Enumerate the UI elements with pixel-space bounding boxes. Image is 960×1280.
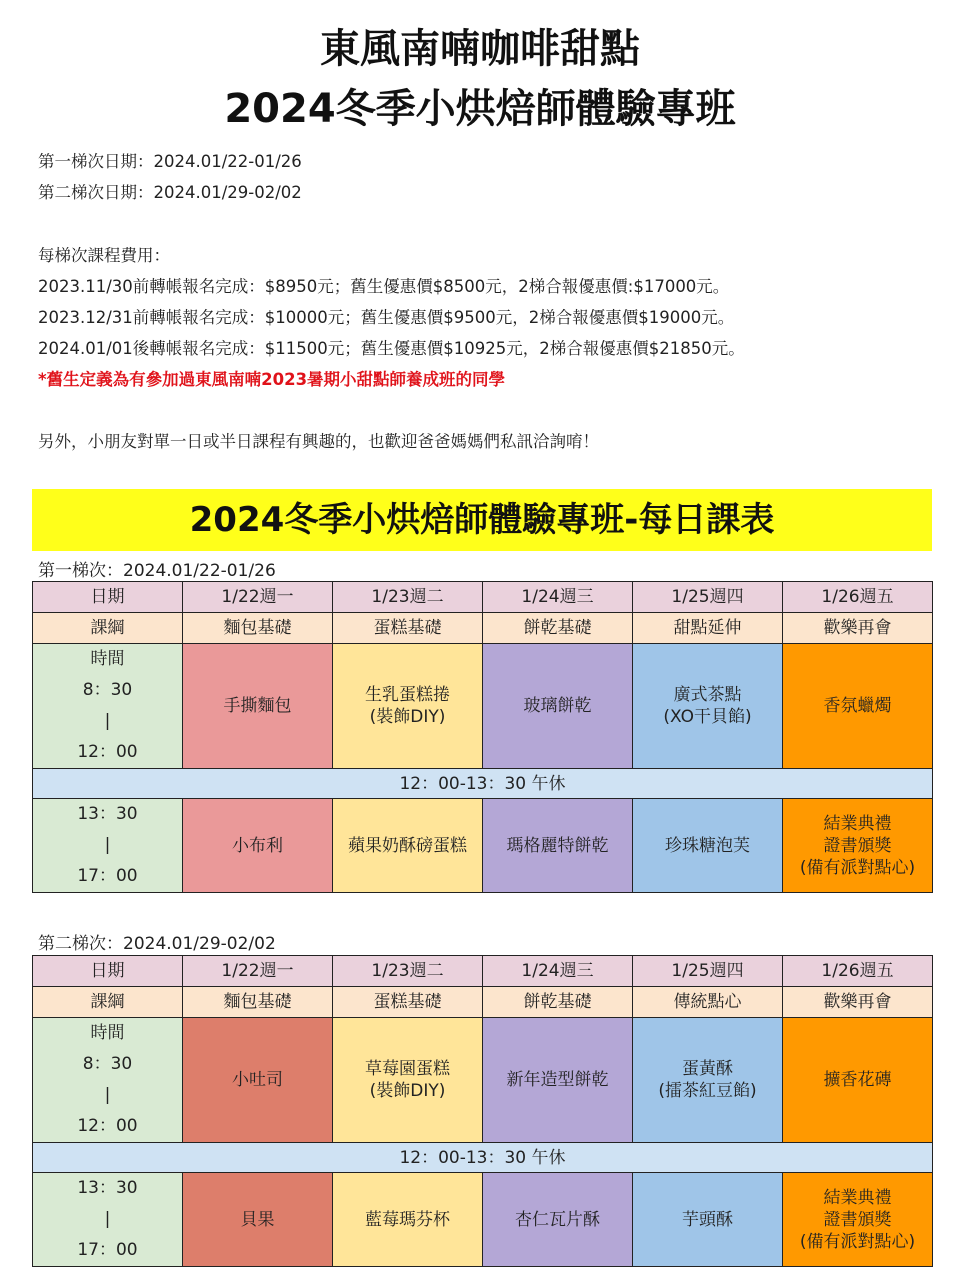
schedule-banner: 2024冬季小烘焙師體驗專班-每日課表: [32, 489, 932, 551]
class-cell: [183, 1173, 333, 1267]
time-start: 13：30: [77, 804, 138, 824]
outline-cell: 餅乾基礎: [483, 987, 633, 1018]
class-name-line: 擴香花磚: [823, 1070, 892, 1090]
morning-row: [33, 644, 933, 769]
fee-line-3: 2024.01/01後轉帳報名完成：$11500元；舊生優惠價$10925元，2梯合報優惠價$21850元。: [38, 339, 745, 358]
class-name-line: 證書頒獎: [823, 835, 892, 856]
outline-cell: 餅乾基礎: [483, 613, 633, 644]
session1-label: 第一梯次：2024.01/22-01/26: [38, 561, 276, 581]
time-separator: |: [104, 835, 111, 855]
extra-note: 另外，小朋友對單一日或半日課程有興趣的，也歡迎爸爸媽媽們私訊洽詢唷！: [38, 432, 599, 451]
extra-info: [38, 426, 938, 457]
fee-line-2: 2023.12/31前轉帳報名完成：$10000元；舊生優惠價$9500元，2梯合報優惠價$19000元。: [38, 308, 735, 327]
session-dates: [38, 146, 938, 208]
class-cell: [333, 1018, 483, 1143]
class-name-line: 蘋果奶酥磅蛋糕: [348, 835, 467, 856]
time-start: 13：30: [77, 1178, 138, 1198]
time-label: 時間: [90, 649, 125, 669]
outline-cell: 甜點延伸: [633, 613, 783, 644]
class-name-line: 草莓園蛋糕: [365, 1059, 450, 1079]
afternoon-row: [33, 1173, 933, 1267]
outline-cell: 傳統點心: [633, 987, 783, 1018]
class-name-line: 玻璃餅乾: [523, 696, 592, 716]
outline-cell: 麵包基礎: [183, 987, 333, 1018]
outline-row: [33, 987, 933, 1018]
outline-cell: 歡樂再會: [783, 613, 933, 644]
class-name-line: (裝飾DIY): [369, 1081, 446, 1101]
class-cell: [633, 1173, 783, 1267]
lunch-row: [33, 769, 933, 799]
afternoon-time-cell: [33, 799, 183, 893]
class-cell: [633, 1018, 783, 1143]
class-cell: [783, 1173, 933, 1267]
class-name-line: (擂茶紅豆餡): [658, 1081, 757, 1101]
header-cell: 日期: [33, 582, 183, 613]
header-cell: 1/26週五: [783, 582, 933, 613]
class-name-line: (備有派對點心): [799, 857, 916, 878]
outline-row: [33, 613, 933, 644]
class-name-line: 結業典禮: [823, 813, 892, 834]
header-cell: 1/23週二: [333, 956, 483, 987]
session1-schedule-table: [32, 581, 933, 893]
time-start: 8：30: [82, 680, 133, 700]
time-separator: |: [104, 1209, 111, 1229]
time-end: 12：00: [77, 1116, 138, 1136]
class-name-line: 蛋黃酥: [682, 1059, 733, 1079]
morning-time-cell: [33, 644, 183, 769]
class-cell: [483, 644, 633, 769]
class-cell: [783, 799, 933, 893]
class-name-line: 藍莓瑪芬杯: [365, 1209, 450, 1230]
class-name-line: 廣式茶點: [673, 685, 742, 705]
class-cell: [183, 1018, 333, 1143]
fee-line-1: 2023.11/30前轉帳報名完成：$8950元；舊生優惠價$8500元，2梯合報優惠價:$17000元。: [38, 277, 730, 296]
class-name-line: 小布利: [232, 835, 283, 856]
class-name-line: (裝飾DIY): [369, 707, 446, 727]
class-cell: [483, 1018, 633, 1143]
class-cell: [783, 1018, 933, 1143]
afternoon-row: [33, 799, 933, 893]
class-name-line: 證書頒獎: [823, 1209, 892, 1230]
returning-student-note: *舊生定義為有參加過東風南喃2023暑期小甜點師養成班的同學: [38, 370, 506, 389]
time-label: 時間: [90, 1023, 125, 1043]
header-cell: 1/24週三: [483, 582, 633, 613]
class-cell: [183, 799, 333, 893]
time-separator: |: [104, 1085, 111, 1105]
class-cell: [183, 644, 333, 769]
outline-cell: 麵包基礎: [183, 613, 333, 644]
outline-cell: 課綱: [33, 613, 183, 644]
outline-cell: 課綱: [33, 987, 183, 1018]
class-cell: [483, 799, 633, 893]
outline-cell: 蛋糕基礎: [333, 987, 483, 1018]
class-name-line: 香氛蠟燭: [823, 696, 892, 716]
lunch-break-cell: 12：00-13：30 午休: [33, 1143, 933, 1173]
page-title-line2: 2024冬季小烘焙師體驗專班: [224, 86, 736, 132]
time-start: 8：30: [82, 1054, 133, 1074]
class-name-line: 小吐司: [232, 1070, 283, 1090]
class-cell: [633, 799, 783, 893]
header-cell: 1/25週四: [633, 582, 783, 613]
session2-schedule-table: [32, 955, 933, 1267]
class-name-line: 瑪格麗特餅乾: [506, 835, 609, 856]
class-name-line: 杏仁瓦片酥: [515, 1209, 600, 1230]
date-row: [33, 956, 933, 987]
page-title-line1: 東風南喃咖啡甜點: [320, 26, 640, 72]
class-cell: [483, 1173, 633, 1267]
class-name-line: 芋頭酥: [682, 1209, 733, 1230]
morning-row: [33, 1018, 933, 1143]
class-name-line: 手撕麵包: [223, 696, 292, 716]
session2-label: 第二梯次：2024.01/29-02/02: [38, 934, 276, 954]
lunch-row: [33, 1143, 933, 1173]
class-cell: [333, 644, 483, 769]
session2-date: 第二梯次日期：2024.01/29-02/02: [38, 183, 302, 202]
class-name-line: (XO干貝餡): [663, 707, 752, 727]
lunch-break-cell: 12：00-13：30 午休: [33, 769, 933, 799]
header-cell: 1/22週一: [183, 582, 333, 613]
header-cell: 1/24週三: [483, 956, 633, 987]
class-name-line: (備有派對點心): [799, 1231, 916, 1252]
class-name-line: 珍珠糖泡芙: [665, 835, 750, 856]
time-end: 17：00: [77, 866, 138, 886]
date-row: [33, 582, 933, 613]
class-cell: [333, 799, 483, 893]
fee-heading: 每梯次課程費用：: [38, 246, 170, 265]
header-cell: 1/22週一: [183, 956, 333, 987]
fee-info: [38, 240, 938, 395]
class-name-line: 結業典禮: [823, 1187, 892, 1208]
class-cell: [633, 644, 783, 769]
outline-cell: 歡樂再會: [783, 987, 933, 1018]
header-cell: 1/23週二: [333, 582, 483, 613]
afternoon-time-cell: [33, 1173, 183, 1267]
class-cell: [333, 1173, 483, 1267]
header-cell: 1/25週四: [633, 956, 783, 987]
header-cell: 日期: [33, 956, 183, 987]
header-cell: 1/26週五: [783, 956, 933, 987]
time-end: 12：00: [77, 742, 138, 762]
session1-date: 第一梯次日期：2024.01/22-01/26: [38, 152, 302, 171]
class-cell: [783, 644, 933, 769]
class-name-line: 新年造型餅乾: [506, 1070, 609, 1090]
class-name-line: 貝果: [240, 1209, 275, 1230]
morning-time-cell: [33, 1018, 183, 1143]
time-end: 17：00: [77, 1240, 138, 1260]
time-separator: |: [104, 711, 111, 731]
class-name-line: 生乳蛋糕捲: [365, 685, 450, 705]
outline-cell: 蛋糕基礎: [333, 613, 483, 644]
